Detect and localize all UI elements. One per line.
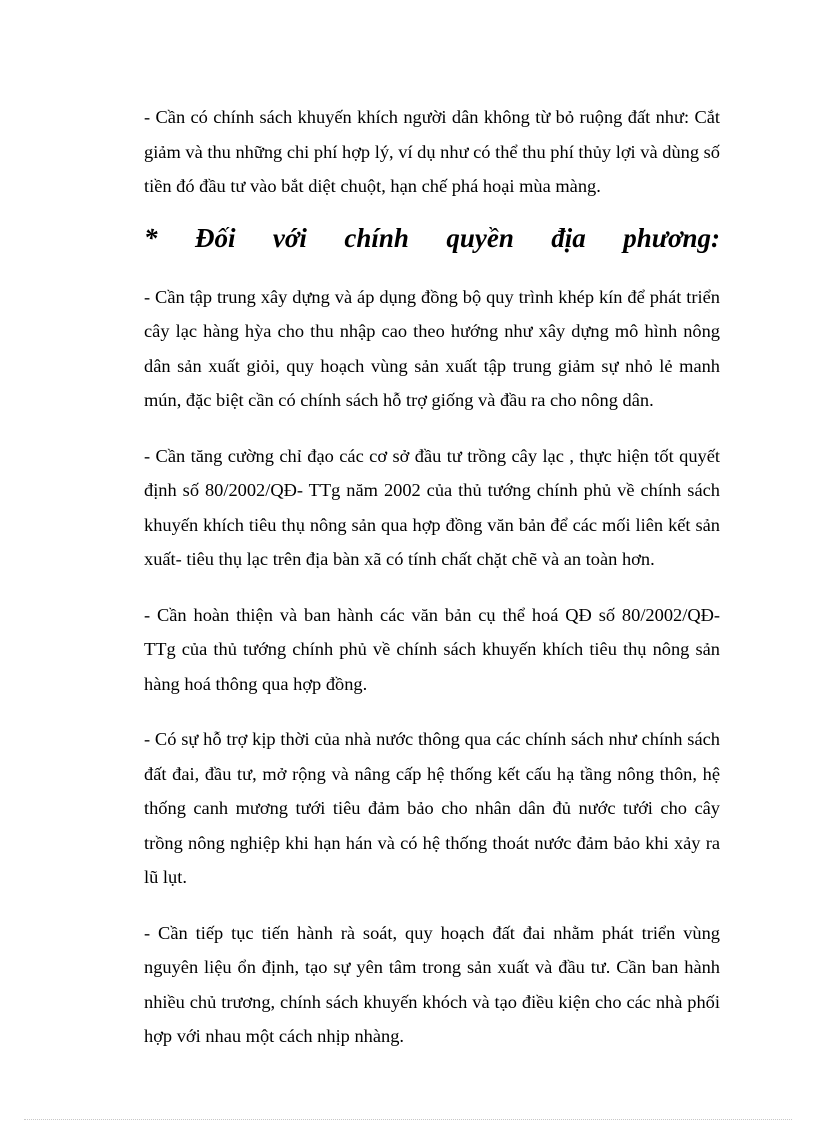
- heading-word: quyền: [446, 222, 514, 253]
- paragraph-land-planning: - Cần tiếp tục tiến hành rà soát, quy hoạch đất đai nhằm phát triển vùng nguyên liệu ổn định, tạo sự yên tâm trong sản xuất và đầu tư. Cần ban hành nhiều chủ trương, chính sách khuyến khóch và tạo điều kiện cho các nhà phối hợp với nhau một cách nhịp nhàng.: [144, 922, 720, 1046]
- heading-word: Đối: [194, 222, 236, 253]
- heading-word: với: [272, 222, 307, 253]
- paragraph-closed-process: - Cần tập trung xây dựng và áp dụng đồng bộ quy trình khép kín để phát triển cây lạc hàng hỳa cho thu nhập cao theo hướng như xây dựng mô hình nông dân sản xuất giỏi, quy hoạch vùng sản xuất tập trung giảm sự nhỏ lẻ manh mún, đặc biệt cần có chính sách hỗ trợ giống và đầu ra cho nông dân.: [144, 286, 720, 410]
- heading-word: phương:: [623, 222, 720, 253]
- paragraph-complete-documents: - Cần hoàn thiện và ban hành các văn bản cụ thể hoá QĐ số 80/2002/QĐ- TTg của thủ tướng chính phủ về chính sách khuyến khích tiêu thụ nông sản hàng hoá thông qua hợp đồng.: [144, 604, 720, 694]
- document-page: [144, 100, 720, 1075]
- section-heading-local-government: [144, 210, 720, 266]
- heading-word: chính: [344, 222, 409, 253]
- paragraph-decision-80: - Cần tăng cường chỉ đạo các cơ sở đầu tư trồng cây lạc , thực hiện tốt quyết định số 80/2002/QĐ- TTg năm 2002 của thủ tướng chính phủ về chính sách khuyến khích tiêu thụ nông sản qua hợp đồng văn bản để các mối liên kết sản xuất- tiêu thụ lạc trên địa bàn xã có tính chất chặt chẽ và an toàn hơn.: [144, 445, 720, 569]
- paragraph-farmer-policy: - Cần có chính sách khuyến khích người dân không từ bỏ ruộng đất như: Cắt giảm và thu những chi phí hợp lý, ví dụ như có thể thu phí thủy lợi và dùng số tiền đó đầu tư vào bắt diệt chuột, hạn chế phá hoại mùa màng.: [144, 107, 720, 196]
- page-bottom-divider: [24, 1119, 792, 1120]
- heading-word: *: [144, 222, 158, 253]
- heading-word: địa: [551, 222, 586, 253]
- paragraph-state-support: - Có sự hỗ trợ kịp thời của nhà nước thông qua các chính sách như chính sách đất đai, đầu tư, mở rộng và nâng cấp hệ thống kết cấu hạ tầng nông thôn, hệ thống canh mương tưới tiêu đảm bảo cho nhân dân đủ nước tưới cho cây trồng nông nghiệp khi hạn hán và có hệ thống thoát nước đảm bảo khi xảy ra lũ lụt.: [144, 729, 720, 887]
